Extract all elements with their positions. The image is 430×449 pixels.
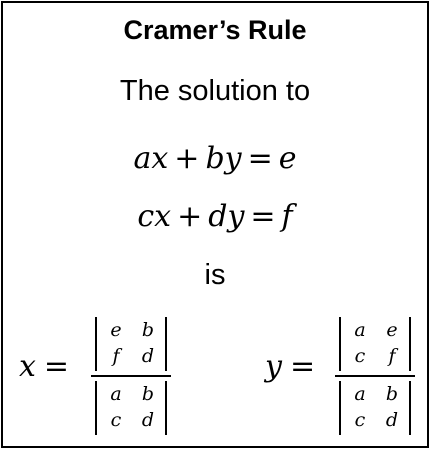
eq1-term-a: ax: [133, 141, 169, 176]
x-numerator-determinant: [95, 317, 167, 371]
x-num-cell: b: [141, 319, 155, 341]
title: Cramer’s Rule: [123, 15, 307, 45]
eq1-rhs: e: [278, 141, 297, 176]
x-fraction-bar: [91, 375, 171, 377]
equation-1: [3, 141, 427, 176]
y-den-cell: a: [354, 383, 366, 405]
x-variable: x: [19, 349, 36, 384]
y-equals: =: [289, 349, 316, 384]
y-den-cell: d: [385, 409, 399, 431]
y-denominator-determinant: [339, 381, 411, 435]
y-lhs: [265, 349, 315, 384]
x-den-cell: d: [141, 409, 155, 431]
intro-text: The solution to: [119, 75, 311, 107]
y-den-cell: b: [385, 383, 399, 405]
y-variable: y: [265, 349, 282, 384]
eq2-term-a: cx: [137, 199, 172, 234]
x-denominator-determinant: [95, 381, 167, 435]
eq1-equals: =: [247, 141, 273, 176]
eq2-rhs: f: [281, 199, 293, 234]
y-den-cell: c: [354, 409, 366, 431]
is-text: is: [204, 259, 226, 291]
x-lhs: [19, 349, 69, 384]
eq1-plus: +: [174, 141, 200, 176]
y-num-cell: a: [354, 319, 366, 341]
eq2-term-b: dy: [208, 199, 245, 234]
eq2-plus: +: [177, 199, 203, 234]
y-num-cell: f: [388, 345, 396, 367]
eq2-equals: =: [250, 199, 276, 234]
cramers-rule-card: [1, 1, 429, 448]
x-den-cell: c: [110, 409, 122, 431]
x-formula: [13, 313, 183, 433]
y-fraction-bar: [335, 375, 415, 377]
y-formula: [259, 313, 427, 433]
y-num-cell: e: [386, 319, 398, 341]
y-numerator-determinant: [339, 317, 411, 371]
x-num-cell: d: [141, 345, 155, 367]
x-num-cell: f: [112, 345, 120, 367]
y-num-cell: c: [354, 345, 366, 367]
x-equals: =: [43, 349, 70, 384]
x-num-cell: e: [110, 319, 122, 341]
eq1-term-b: by: [205, 141, 242, 176]
x-den-cell: b: [141, 383, 155, 405]
equation-2: [3, 199, 427, 234]
x-den-cell: a: [110, 383, 122, 405]
